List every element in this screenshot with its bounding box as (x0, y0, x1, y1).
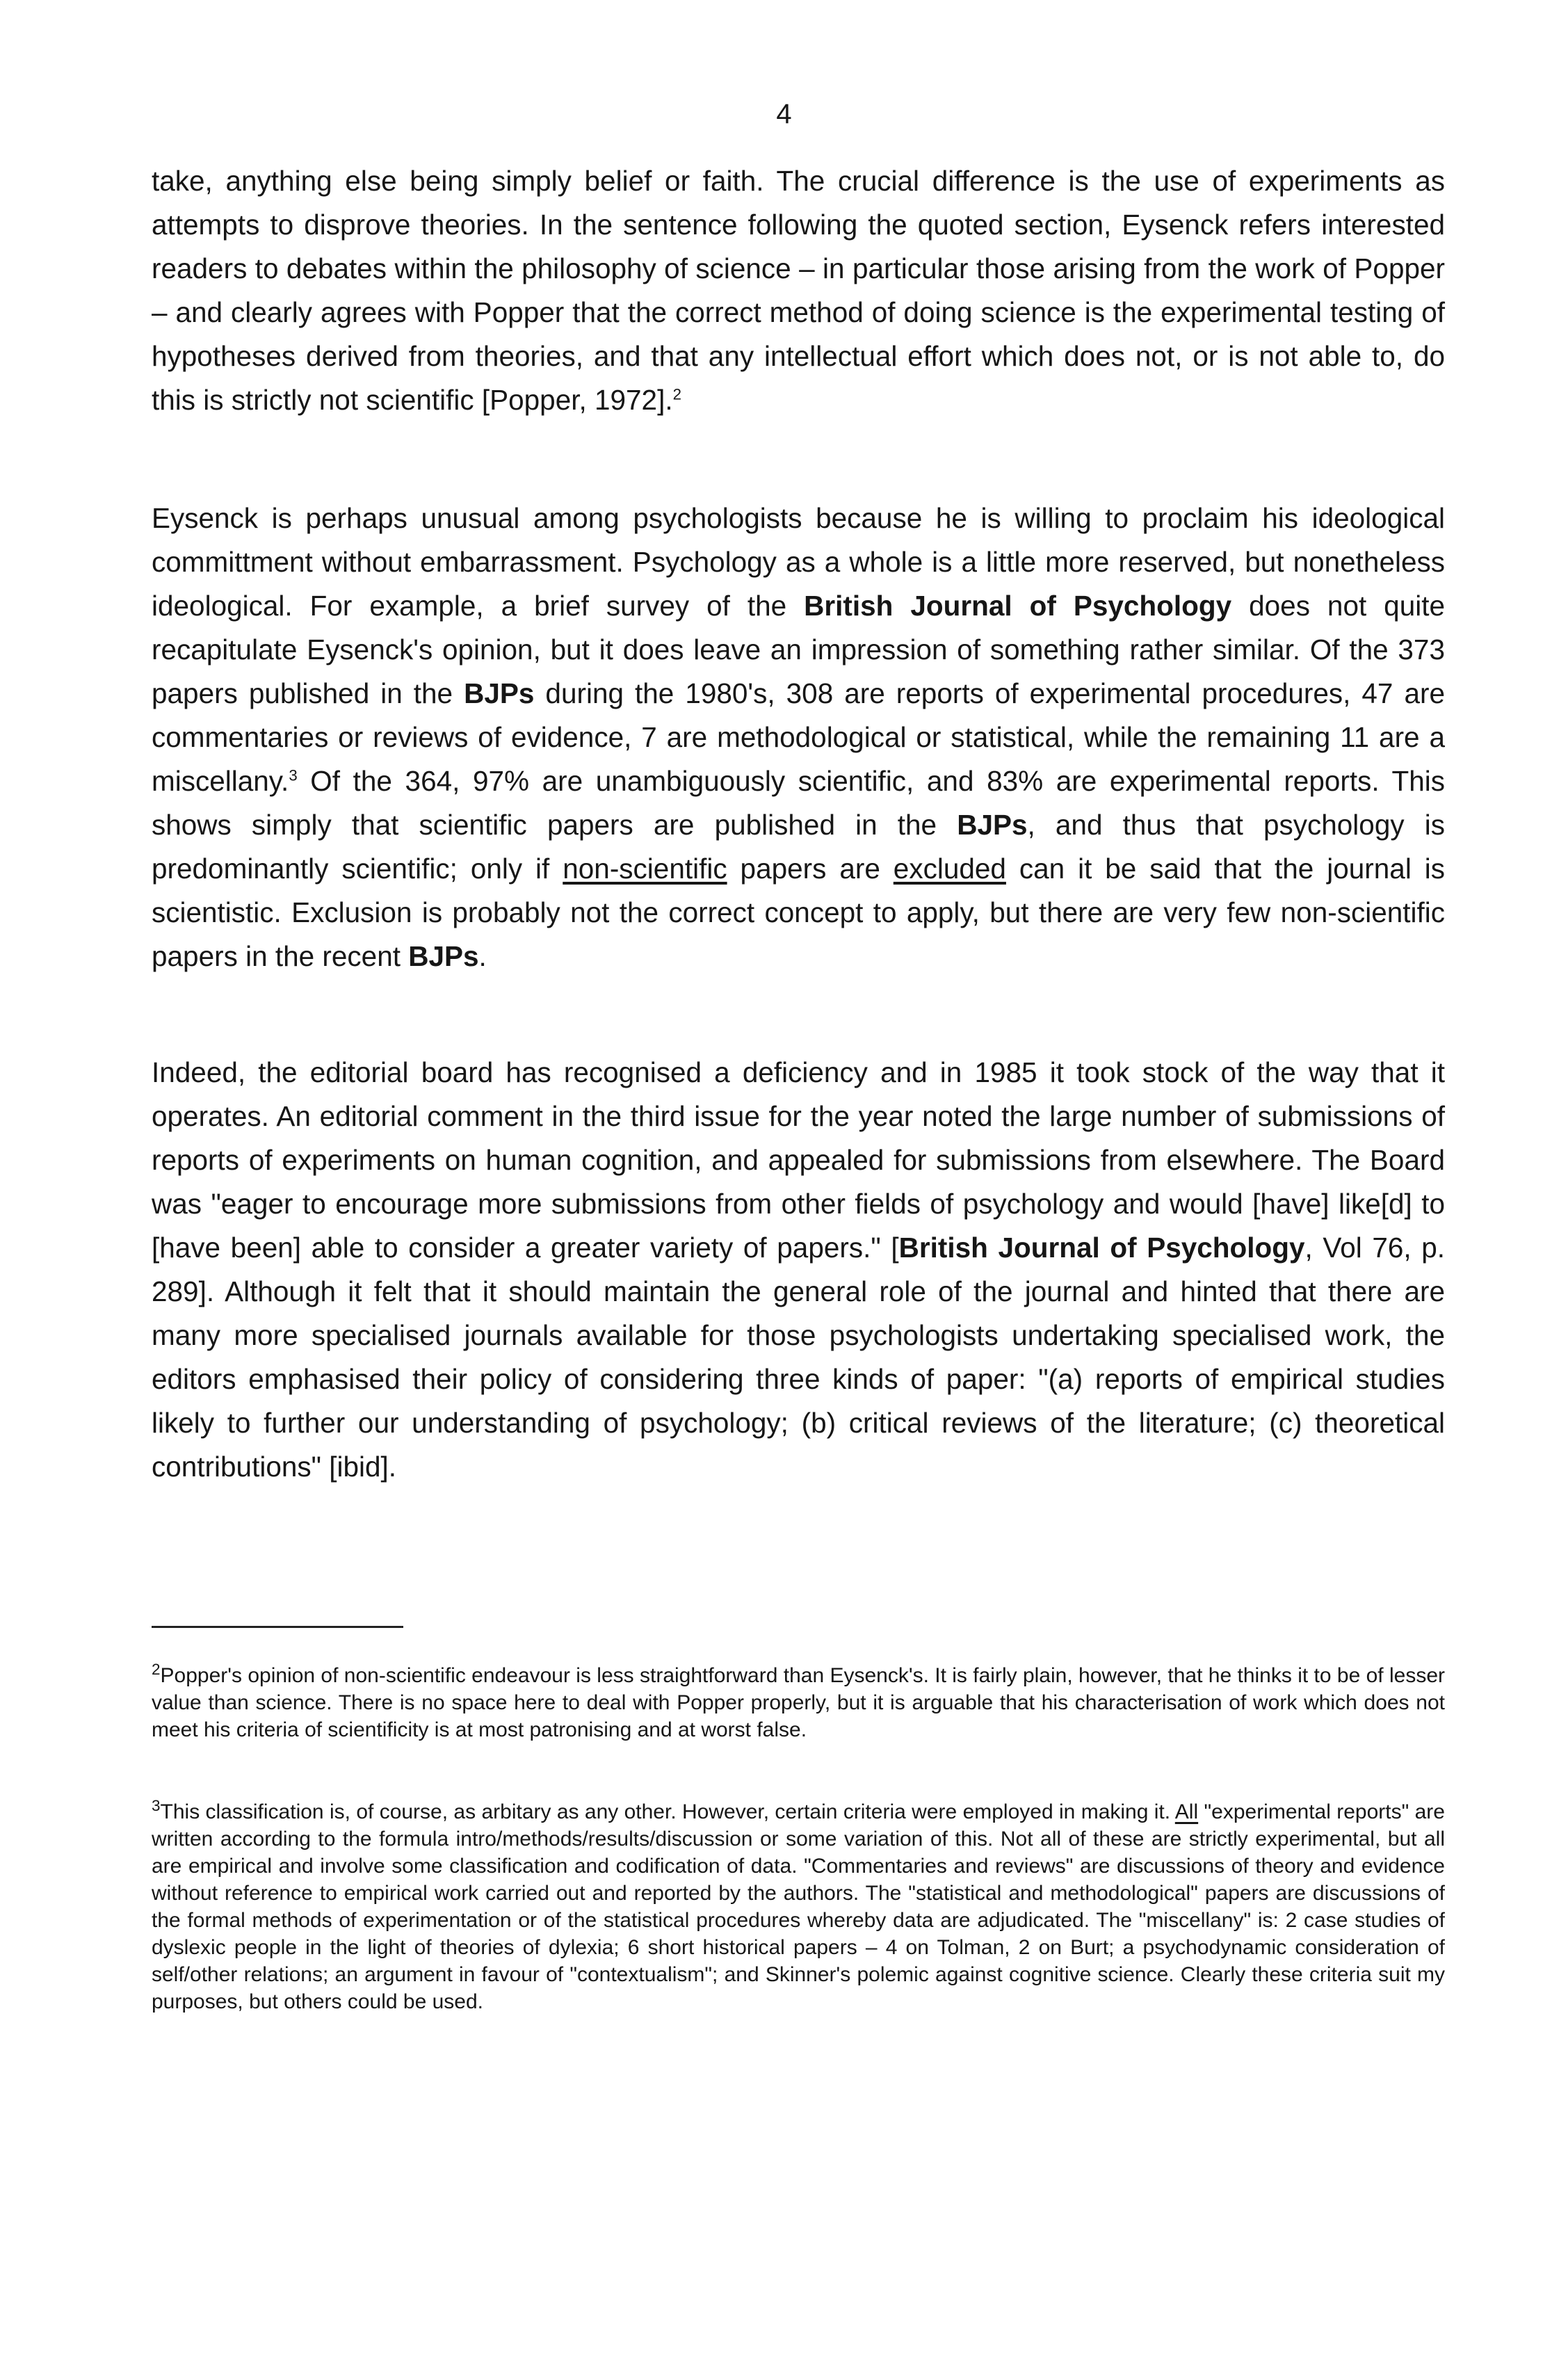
underlined-term: non-scientific (563, 853, 727, 885)
underlined-term: excluded (893, 853, 1006, 885)
paragraph-3 (152, 1051, 1445, 1489)
text-segment: Indeed, the editorial board has recognised a deficiency and in 1985 it took stock of the way that it operates. An editorial comment in the third issue for the year noted the large number of submissions of reports of experiments on human cognition, and appealed for submissions from elsewhere. The Board was "eager to encourage more submissions from other fields of psychology and would [have] like[d] to [have been] able to consider a greater variety of papers." [ (152, 1056, 1445, 1264)
paragraph-1-text: take, anything else being simply belief or faith. The crucial difference is the use of experiments as attempts to disprove theories. In the sentence following the quoted section, Eysenck refers interested readers to debates within the philosophy of science – in particular those arising from the work of Popper – and clearly agrees with Popper that the correct method of doing science is the experimental testing of hypotheses derived from theories, and that any intellectual effort which does not, or is not able to, do this is strictly not scientific [Popper, 1972]. (152, 165, 1445, 416)
underlined-term: All (1174, 1800, 1199, 1823)
page-number: 4 (776, 99, 792, 129)
text-segment: does not quite recapitulate Eysenck's opinion, but it does leave an impression of something rather similar. Of the 373 papers published in the (152, 590, 1446, 709)
text-segment: during the 1980's, 308 are reports of experimental procedures, 47 are commentaries or reviews of evidence, 7 are methodological or statistical, while the remaining 11 are a miscellany. (152, 677, 1445, 797)
footnote-marker: 3 (152, 1797, 161, 1814)
footnote-text: This classification is, of course, as arbitary as any other. However, certain criteria were employed in making it. (160, 1800, 1175, 1823)
footnote-divider (152, 1626, 403, 1628)
journal-abbrev: BJPs (464, 677, 535, 709)
text-segment: , and thus that psychology is predominantly scientific; only if (152, 809, 1445, 885)
footnote-3 (152, 1798, 1445, 2015)
footnote-ref-2: 2 (672, 385, 681, 403)
footnote-2 (152, 1662, 1445, 1743)
text-segment: can it be said that the journal is scientistic. Exclusion is probably not the correct concept to apply, but there are very few non-scientific papers in the recent (152, 853, 1445, 972)
paragraph-1 (152, 159, 1445, 422)
text-segment: . (478, 940, 487, 972)
journal-title: British Journal of Psychology (804, 590, 1232, 622)
footnote-text: Popper's opinion of non-scientific endeavour is less straightforward than Eysenck's. It is fairly plain, however, that he thinks it to be of lesser value than science. There is no space here to deal with Popper properly, but it is arguable that his characterisation of work which does not meet his criteria of scientificity is at most patronising and at worst false. (152, 1664, 1445, 1741)
text-segment: Eysenck is perhaps unusual among psychologists because he is willing to proclaim his ideological committment without embarrassment. Psychology as a whole is a little more reserved, but nonetheless ideological. For example, a brief survey of the (152, 502, 1445, 622)
journal-title: British Journal of Psychology (898, 1232, 1305, 1264)
footnote-marker: 2 (152, 1661, 161, 1678)
footnote-text: "experimental reports" are written according to the formula intro/methods/results/discussion or some variation of this. Not all of these are strictly experimental, but all are empirical and involve some classification and codification of data. "Commentaries and reviews" are discussions of theory and evidence without reference to empirical work carried out and reported by the authors. The "statistical and methodological" papers are discussions of the formal methods of experimentation or of the statistical procedures whereby data are adjudicated. The "miscellany" is: 2 case studies of dyslexic people in the light of theories of dylexia; 6 short historical papers – 4 on Tolman, 2 on Burt; a psychodynamic consideration of self/other relations; an argument in favour of "contextualism"; and Skinner's polemic against cognitive science. Clearly these criteria suit my purposes, but others could be used. (152, 1800, 1445, 2013)
footnote-ref-3: 3 (289, 766, 298, 784)
journal-abbrev: BJPs (957, 809, 1028, 841)
paragraph-2 (152, 497, 1445, 978)
text-segment: Of the 364, 97% are unambiguously scientific, and 83% are experimental reports. This shows simply that scientific papers are published in the (152, 765, 1445, 841)
journal-abbrev: BJPs (408, 940, 479, 972)
text-segment: , Vol 76, p. 289]. Although it felt that it should maintain the general role of the journal and hinted that there are many more specialised journals available for those psychologists undertaking specialised work, the editors emphasised their policy of considering three kinds of paper: "(a) reports of empirical studies likely to further our understanding of psychology; (b) critical reviews of the literature; (c) theoretical contributions" [ibid]. (152, 1232, 1446, 1483)
text-segment: papers are (727, 853, 894, 885)
